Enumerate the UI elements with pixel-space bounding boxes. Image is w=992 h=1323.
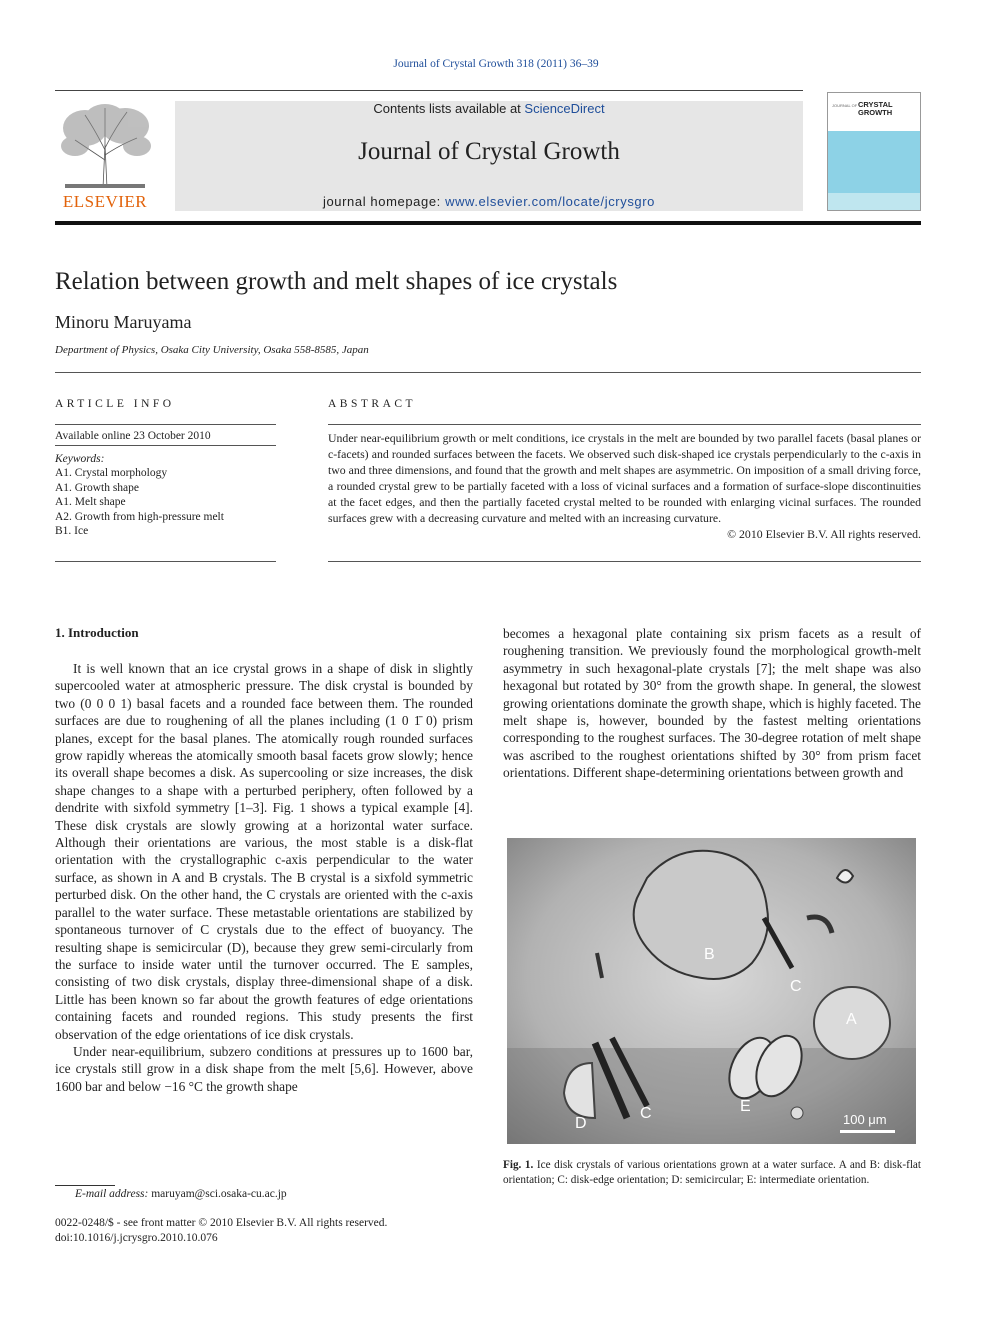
journal-title: Journal of Crystal Growth	[358, 138, 620, 165]
keyword-item: A1. Melt shape	[55, 496, 126, 508]
journal-citation[interactable]: Journal of Crystal Growth 318 (2011) 36–39	[393, 58, 599, 70]
info-rule-top	[55, 424, 276, 425]
keyword-item: B1. Ice	[55, 525, 89, 537]
cover-bottom-band	[828, 193, 920, 210]
title-rule	[55, 372, 921, 373]
elsevier-tree-icon	[55, 100, 155, 190]
ice-crystal-image	[507, 838, 916, 1144]
article-title: Relation between growth and melt shapes of ice crystals	[55, 268, 618, 295]
abstract-body	[328, 430, 921, 542]
available-online: Available online 23 October 2010	[55, 430, 211, 442]
sciencedirect-link[interactable]: ScienceDirect	[524, 101, 605, 116]
doi-line[interactable]: doi:10.1016/j.jcrysgro.2010.10.076	[55, 1232, 218, 1244]
keywords-label: Keywords:	[55, 453, 105, 465]
footnote-email	[75, 1188, 287, 1200]
figure-label-c2: C	[640, 1105, 652, 1122]
figure-label-e: E	[740, 1098, 751, 1115]
figure-1-micrograph	[507, 838, 916, 1144]
cover-small-text: JOURNAL OF	[832, 103, 858, 108]
column-left	[55, 660, 473, 1095]
figure-label-a: A	[846, 1011, 857, 1028]
journal-cover-thumbnail	[827, 92, 921, 211]
elsevier-wordmark: ELSEVIER	[62, 192, 148, 211]
cover-title: CRYSTAL GROWTH	[858, 100, 893, 117]
issn-line: 0022-0248/$ - see front matter © 2010 Elsevier B.V. All rights reserved.	[55, 1217, 388, 1229]
footnote-rule	[55, 1185, 115, 1186]
author-affiliation: Department of Physics, Osaka City University, Osaka 558-8585, Japan	[55, 344, 369, 356]
figure-label-b: B	[704, 946, 715, 963]
homepage-prefix: journal homepage:	[322, 194, 446, 209]
figure-scalebar: 100 μm	[843, 1112, 887, 1127]
column-right	[503, 625, 921, 782]
abstract-heading: ABSTRACT	[328, 398, 417, 410]
abstract-rule-bottom	[328, 561, 921, 562]
masthead-rule	[55, 221, 921, 225]
email-label: E-mail address:	[75, 1188, 152, 1200]
caption-label: Fig. 1.	[503, 1159, 534, 1171]
keyword-list	[55, 466, 276, 539]
figure-label-c: C	[790, 978, 802, 995]
keyword-item: A1. Growth shape	[55, 481, 139, 494]
abstract-text: Under near-equilibrium growth or melt conditions, ice crystals in the melt are bounded by two parallel facets (basal planes or c-facets) and rounded surfaces between the facets. We observed such disk-shaped ice crystals perpendicularly to the c-axis in two and three dimensions, and found that the growth and melt shapes are asymmetric. On imposition of a small driving force, a rounded crystal grew to be partially faceted with a loss of vicinal surfaces and a formation of surface-slope discontinuities at the facet edges, and then the partially faceted crystal melted to be rounded with enlarging vicinal surfaces. The rounded surfaces grew with a decreasing curvature and melted with an increasing curvature.	[328, 431, 921, 525]
keyword-item: A1. Crystal morphology	[55, 467, 168, 479]
homepage-link[interactable]: www.elsevier.com/locate/jcrysgro	[445, 194, 656, 209]
homepage-line	[175, 194, 803, 209]
article-info-heading: ARTICLE INFO	[55, 398, 175, 410]
elsevier-logo	[55, 100, 155, 212]
caption-text: Ice disk crystals of various orientations grown at a water surface. A and B: disk-flat orientation; C: disk-edge orientation; D: semicircular; E: intermediate orientation.	[503, 1159, 922, 1186]
intro-paragraph-2: Under near-equilibrium, subzero conditions at pressures up to 1600 bar, ice crystals still grow in a disk shape from the melt [5,6]. However, above 1600 bar and below −16 °C the growth shape	[55, 1043, 473, 1094]
contents-prefix: Contents lists available at	[373, 101, 525, 116]
section-heading-introduction: 1. Introduction	[55, 625, 139, 640]
info-rule-bottom	[55, 561, 276, 562]
abstract-rule-top	[328, 424, 921, 425]
article-author: Minoru Maruyama	[55, 312, 192, 332]
page-footer	[55, 1216, 387, 1246]
keyword-item: A2. Growth from high-pressure melt	[55, 510, 224, 523]
abstract-copyright: © 2010 Elsevier B.V. All rights reserved.	[727, 527, 921, 541]
header-rule	[55, 90, 803, 91]
figure-label-d: D	[575, 1115, 587, 1132]
intro-paragraph-1: It is well known that an ice crystal grows in a shape of disk in slightly supercooled water at atmospheric pressure. The disk crystal is bounded by two (0 0 0 1) basal facets and a rounded face between them. The rounded surfaces are due to roughening of all the planes including (1 0 1̄ 0) prism planes, except for the basal planes. The atomically rough rounded surfaces grow rapidly whereas the atomically smooth basal facets grow slowly; hence its overall shape becomes a disk. As supercooling or size increases, the disk shape changes to a shape with a perturbed periphery, often followed by a dendrite with sixfold symmetry [1–3]. Fig. 1 shows a typical example [4]. These disk crystals are slowly growing at a horizontal water surface. Although their orientations are various, the most stable is a disk-flat orientation with the crystallographic c-axis perpendicular to the water surface, as shown in A and B crystals. The B crystal is a sixfold symmetric perturbed disk. On the other hand, the C crystals are oriented with the c-axis parallel to the water surface. These metastable orientations are stabilized by spontaneous turnover of C crystals due to the effect of buoyancy. The resulting shape is semicircular (D), because they grew semi-circularly from the surface to inside water until the turnover occurred. The E samples, consisting of two disk crystals, display three-dimensional shape of a disk. Little has been known so far about the growth features of edge orientations containing facets and rounded regions. This study presents the first observation of the edge orientations of ice disk crystals.	[55, 661, 473, 1042]
intro-paragraph-3: becomes a hexagonal plate containing six prism facets as a result of roughening transition. We previously found the morphological growth-melt asymmetry in such hexagonal-plate crystals [7]; the melt shape was also hexagonal but rotated by 30° from the growth shape. In general, the slowest growing orientations dominate the growth shape, which is highly faceted. The melt shape is, however, bounded by the fastest melting orientations corresponding to the roughest surfaces. The 30-degree rotation of melt shape was ascribed to the roughest orientations shifted by 30° from prism facet orientations. Different shape-determining orientations between growth and	[503, 626, 921, 781]
info-rule-mid	[55, 445, 276, 446]
figure-1-caption	[503, 1158, 921, 1187]
cover-blue-band	[828, 131, 920, 193]
email-address[interactable]: maruyam@sci.osaka-cu.ac.jp	[151, 1188, 287, 1200]
contents-line	[175, 101, 803, 116]
